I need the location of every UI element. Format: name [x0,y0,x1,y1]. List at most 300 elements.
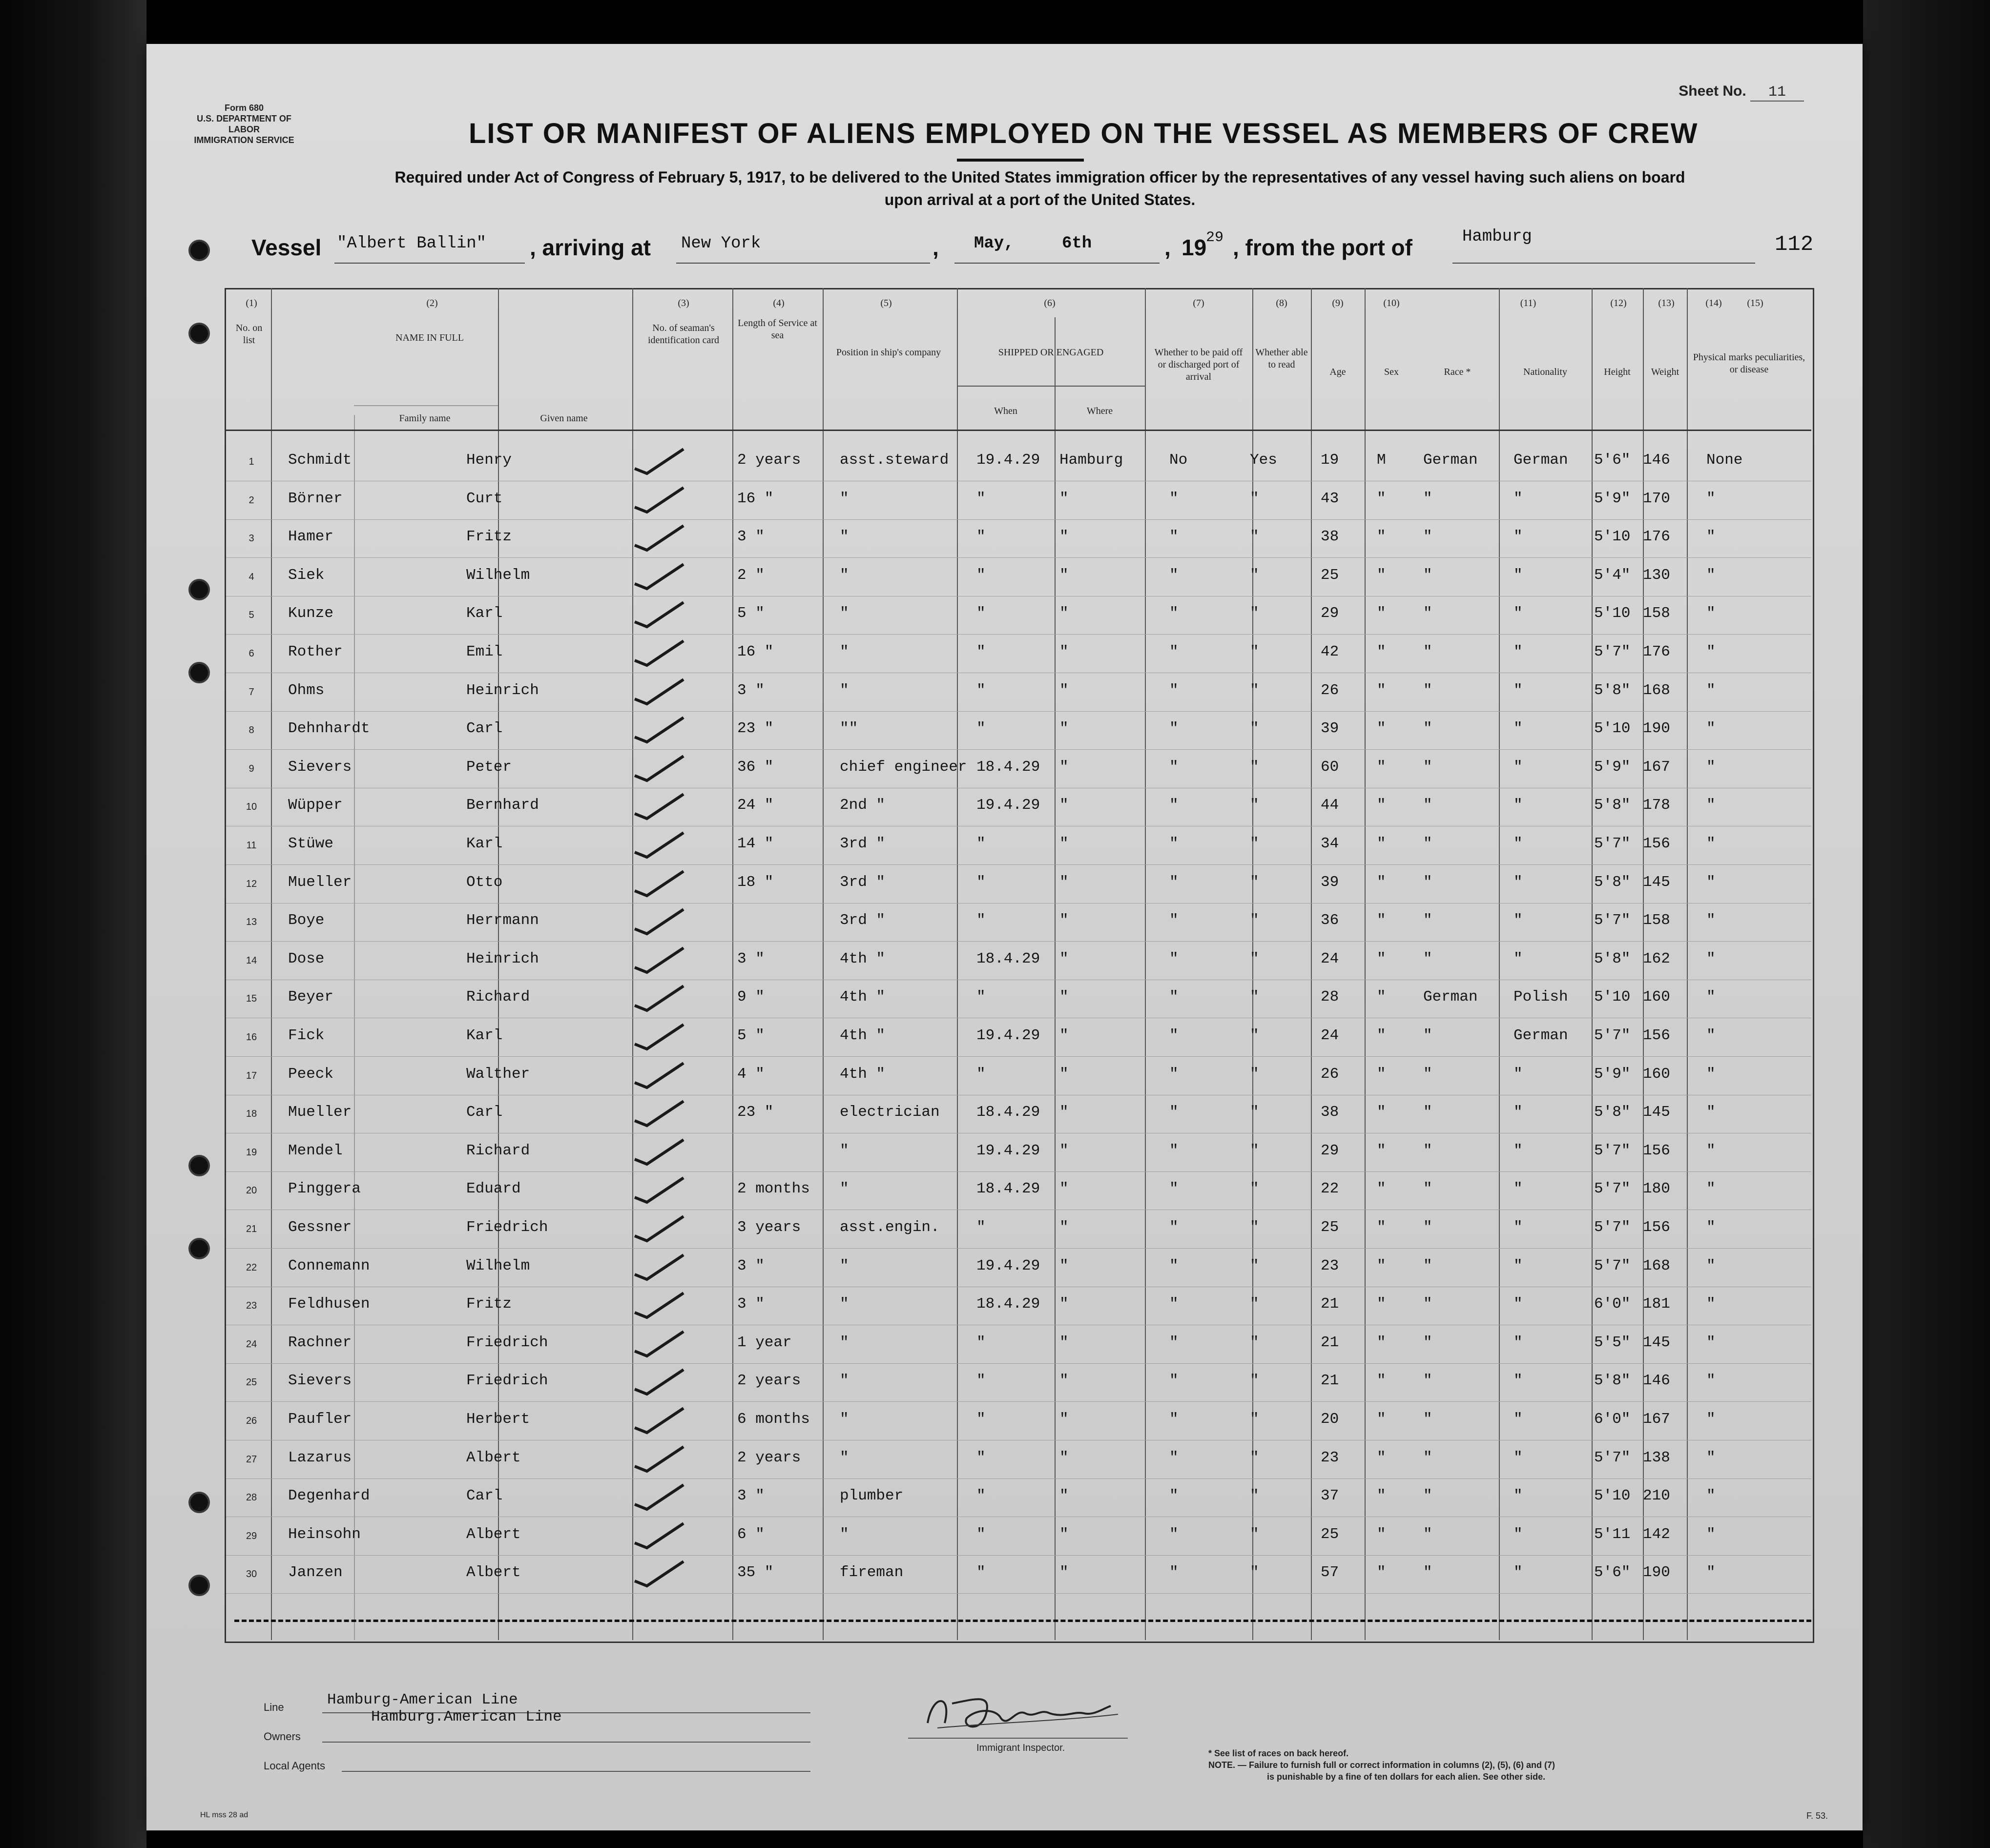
cell-nationality: " [1513,1487,1523,1505]
col-header-paid-off: Whether to be paid off or discharged port of arrival [1154,347,1243,382]
cell-family: Stüwe [288,835,334,852]
cell-race: " [1423,1449,1432,1466]
row-number: 27 [246,1454,257,1465]
owners-label: Owners [264,1730,301,1743]
cell-service: 9 " [737,988,765,1006]
row-number: 24 [246,1338,257,1350]
cell-family: Pinggera [288,1180,361,1198]
punch-hole [190,1577,208,1594]
cell-height: 6'0" [1594,1411,1631,1428]
col-1-number: (1) [246,298,257,308]
cell-race: " [1423,873,1432,891]
cell-sex: " [1377,1142,1386,1159]
cell-service: 24 " [737,797,774,814]
cell-weight: 168 [1643,1257,1670,1274]
cell-read: " [1250,1219,1259,1236]
cell-paid: " [1169,950,1179,967]
cell-position: 3rd " [840,912,886,929]
row-number: 3 [249,533,254,544]
cell-age: 19 [1321,452,1339,469]
cell-given: Peter [466,758,512,776]
cell-age: 20 [1321,1411,1339,1428]
cell-position: fireman [840,1564,904,1581]
cell-nationality: " [1513,605,1523,622]
cell-sex: " [1377,681,1386,699]
cell-family: Dehnhardt [288,720,370,738]
cell-service: 2 " [737,566,765,584]
cell-age: 26 [1321,681,1339,699]
cell-service: 6 months [737,1411,810,1428]
cell-family: Rother [288,643,343,660]
cell-family: Schmidt [288,452,352,469]
row-number: 19 [246,1147,257,1158]
cell-sex: " [1377,758,1386,776]
cell-read: " [1250,1027,1259,1044]
footnote-penalty: NOTE. — Failure to furnish full or correct information in columns (2), (5), (6) and (7) [1208,1760,1555,1770]
cell-given: Karl [466,1027,503,1044]
cell-race: " [1423,1487,1432,1505]
cell-paid: " [1169,720,1179,738]
row-number: 16 [246,1032,257,1043]
cell-weight: 167 [1643,1411,1670,1428]
department-name: U.S. DEPARTMENT OF LABOR [197,114,291,134]
cell-given: Otto [466,873,503,891]
cell-where: " [1059,1027,1069,1044]
cell-race: " [1423,1104,1432,1121]
cell-weight: 176 [1643,643,1670,660]
cell-position: 3rd " [840,835,886,852]
cell-race: " [1423,835,1432,852]
col-header-race: Race * [1444,367,1471,377]
cell-when: " [976,528,986,546]
row-rule [226,1171,1811,1172]
cell-family: Rachner [288,1334,352,1351]
cell-paid: " [1169,528,1179,546]
cell-where: " [1059,758,1069,776]
cell-age: 25 [1321,1219,1339,1236]
cell-where: " [1059,1334,1069,1351]
cell-marks: " [1706,643,1716,660]
cell-nationality: " [1513,912,1523,929]
cell-given: Fritz [466,1295,512,1313]
cell-read: " [1250,1334,1259,1351]
cell-service: 2 years [737,452,801,469]
cell-where: " [1059,1065,1069,1083]
cell-height: 5'7" [1594,1027,1631,1044]
cell-height: 5'7" [1594,1219,1631,1236]
cell-race: " [1423,528,1432,546]
cell-race: " [1423,720,1432,738]
cell-position: " [840,605,849,622]
check-mark-icon [630,907,688,936]
cell-height: 5'9" [1594,758,1631,776]
cell-nationality: " [1513,797,1523,814]
cell-when: 18.4.29 [976,1104,1040,1121]
cell-when: " [976,1411,986,1428]
cell-nationality: " [1513,950,1523,967]
cell-family: Dose [288,950,325,967]
footnote-races: * See list of races on back hereof. [1208,1748,1349,1758]
cell-service: 14 " [737,835,774,852]
cell-service: 6 " [737,1525,765,1543]
col-header-family: Family name [399,413,451,424]
cell-given: Henry [466,452,512,469]
cell-sex: " [1377,605,1386,622]
check-mark-icon [630,1521,688,1550]
cell-weight: 158 [1643,605,1670,622]
row-number: 25 [246,1377,257,1388]
cell-nationality: " [1513,1142,1523,1159]
cell-position: asst.engin. [840,1219,940,1236]
cell-when: " [976,1065,986,1083]
cell-weight: 156 [1643,1027,1670,1044]
cell-paid: " [1169,797,1179,814]
cell-age: 24 [1321,1027,1339,1044]
cell-sex: " [1377,1104,1386,1121]
cell-position: " [840,1334,849,1351]
from-port-label: , from the port of [1233,235,1412,260]
service-name: IMMIGRATION SERVICE [194,135,294,145]
cell-read: " [1250,1449,1259,1466]
cell-age: 57 [1321,1564,1339,1581]
row-number: 26 [246,1416,257,1426]
cell-sex: " [1377,490,1386,507]
cell-race: " [1423,1372,1432,1390]
sheet-number-value: 11 [1750,84,1804,102]
cell-age: 29 [1321,1142,1339,1159]
cell-race: " [1423,758,1432,776]
cell-sex: " [1377,988,1386,1006]
cell-when: " [976,1564,986,1581]
cell-age: 26 [1321,1065,1339,1083]
vessel-info-line: Vessel "Albert Ballin" , arriving at New York , May, 6th , 19 29 , from the port of Hamburg 112 [251,234,1843,273]
check-mark-icon [630,715,688,744]
cell-service: 16 " [737,643,774,660]
cell-given: Heinrich [466,681,539,699]
row-rule [226,557,1811,558]
cell-position: " [840,1295,849,1313]
scan-border-left [0,0,146,1848]
cell-where: " [1059,1525,1069,1543]
row-number: 12 [246,878,257,889]
cell-paid: " [1169,1065,1179,1083]
cell-where: " [1059,797,1069,814]
cell-where: " [1059,1449,1069,1466]
cell-sex: " [1377,528,1386,546]
cell-service: 3 " [737,1295,765,1313]
manifest-sheet [146,44,1863,1830]
cell-where: " [1059,1219,1069,1236]
form-number: Form 680 [224,103,264,113]
cell-when: " [976,566,986,584]
row-rule [226,1478,1811,1479]
check-mark-icon [630,1175,688,1205]
sheet-number [1679,83,1804,102]
check-mark-icon [630,485,688,514]
cell-nationality: " [1513,490,1523,507]
cell-family: Janzen [288,1564,343,1581]
cell-when: 19.4.29 [976,1027,1040,1044]
check-mark-icon [630,638,688,668]
cell-weight: 158 [1643,912,1670,929]
cell-height: 5'8" [1594,873,1631,891]
from-port: Hamburg [1462,227,1532,246]
cell-position: 4th " [840,950,886,967]
cell-service: 2 years [737,1449,801,1466]
cell-read: " [1250,605,1259,622]
row-rule [226,1056,1811,1057]
cell-family: Börner [288,490,343,507]
cell-sex: " [1377,1411,1386,1428]
row-rule [226,634,1811,635]
cell-nationality: " [1513,1525,1523,1543]
cell-marks: " [1706,1065,1716,1083]
cell-age: 60 [1321,758,1339,776]
cell-weight: 190 [1643,1564,1670,1581]
punch-hole [190,1240,208,1257]
cell-sex: " [1377,1027,1386,1044]
cell-marks: " [1706,835,1716,852]
row-number: 29 [246,1530,257,1541]
cell-weight: 190 [1643,720,1670,738]
cell-given: Heinrich [466,950,539,967]
footnote-penalty-cont: is punishable by a fine of ten dollars for each alien. See other side. [1267,1772,1546,1782]
cell-marks: " [1706,1180,1716,1198]
cell-height: 5'8" [1594,950,1631,967]
cell-marks: " [1706,1372,1716,1390]
cell-read: " [1250,1525,1259,1543]
cell-when: " [976,681,986,699]
cell-family: Sievers [288,1372,352,1390]
cell-when: " [976,912,986,929]
cell-marks: " [1706,1257,1716,1274]
cell-position: 3rd " [840,873,886,891]
cell-when: " [976,1219,986,1236]
cell-family: Lazarus [288,1449,352,1466]
cell-service: 1 year [737,1334,792,1351]
cell-position: " [840,528,849,546]
punch-hole [190,664,208,681]
cell-weight: 178 [1643,797,1670,814]
cell-paid: " [1169,1564,1179,1581]
cell-family: Kunze [288,605,334,622]
subtitle [278,166,1802,211]
cell-where: " [1059,643,1069,660]
row-rule [226,1593,1811,1594]
cell-marks: " [1706,1334,1716,1351]
cell-read: " [1250,1180,1259,1198]
cell-weight: 176 [1643,528,1670,546]
cell-nationality: " [1513,681,1523,699]
cell-paid: " [1169,643,1179,660]
end-of-list-line [234,1620,1811,1622]
cell-position: 4th " [840,1027,886,1044]
col-header-sex: Sex [1384,367,1399,377]
cell-nationality: " [1513,1065,1523,1083]
cell-service: 2 years [737,1372,801,1390]
punch-hole [190,581,208,598]
cell-given: Richard [466,988,530,1006]
cell-height: 5'7" [1594,1142,1631,1159]
punch-hole [190,1157,208,1174]
row-rule [226,711,1811,712]
cell-position: " [840,1180,849,1198]
cell-sex: " [1377,643,1386,660]
cell-given: Carl [466,1487,503,1505]
cell-marks: " [1706,1104,1716,1121]
cell-family: Mendel [288,1142,343,1159]
cell-sex: " [1377,912,1386,929]
cell-age: 21 [1321,1334,1339,1351]
row-rule [226,1363,1811,1364]
cell-nationality: " [1513,835,1523,852]
cell-position: " [840,1411,849,1428]
row-number: 4 [249,571,254,582]
cell-where: " [1059,912,1069,929]
cell-when: " [976,1525,986,1543]
cell-service: 5 " [737,605,765,622]
cell-family: Sievers [288,758,352,776]
cell-weight: 160 [1643,988,1670,1006]
cell-where: " [1059,1564,1069,1581]
cell-marks: " [1706,797,1716,814]
cell-where: " [1059,681,1069,699]
subtitle-line-2: upon arrival at a port of the United States. [884,191,1196,208]
cell-when: " [976,720,986,738]
cell-family: Hamer [288,528,334,546]
check-mark-icon [630,1253,688,1282]
cell-race: " [1423,1525,1432,1543]
row-number: 13 [246,917,257,928]
punch-hole [190,1494,208,1511]
cell-where: " [1059,988,1069,1006]
cell-sex: " [1377,1065,1386,1083]
cell-given: Albert [466,1449,521,1466]
cell-where: " [1059,950,1069,967]
cell-marks: " [1706,1027,1716,1044]
print-code: HL mss 28 ad [200,1811,249,1819]
row-number: 30 [246,1569,257,1580]
cell-age: 38 [1321,528,1339,546]
cell-weight: 210 [1643,1487,1670,1505]
cell-marks: None [1706,452,1743,469]
cell-paid: " [1169,1257,1179,1274]
cell-read: " [1250,1065,1259,1083]
cell-position: " [840,1525,849,1543]
cell-age: 39 [1321,873,1339,891]
cell-marks: " [1706,605,1716,622]
cell-weight: 146 [1643,452,1670,469]
cell-marks: " [1706,490,1716,507]
cell-when: " [976,1334,986,1351]
cell-paid: " [1169,873,1179,891]
cell-marks: " [1706,912,1716,929]
punch-hole [190,325,208,342]
cell-when: " [976,643,986,660]
cell-weight: 145 [1643,1104,1670,1121]
row-rule [226,749,1811,750]
owners-value: Hamburg.American Line [371,1708,562,1725]
cell-position: asst.steward [840,452,949,469]
cell-given: Friedrich [466,1372,548,1390]
check-mark-icon [630,869,688,898]
col-header-read: Whether able to read [1255,347,1308,370]
cell-service: 4 " [737,1065,765,1083]
cell-age: 38 [1321,1104,1339,1121]
cell-read: " [1250,950,1259,967]
cell-height: 5'6" [1594,452,1631,469]
footnotes [1208,1747,1745,1783]
cell-given: Carl [466,1104,503,1121]
arrival-month: May, [974,234,1014,253]
cell-position: " [840,681,849,699]
cell-sex: " [1377,1180,1386,1198]
cell-paid: " [1169,490,1179,507]
cell-nationality: German [1513,452,1568,469]
cell-given: Wilhelm [466,1257,530,1274]
cell-height: 6'0" [1594,1295,1631,1313]
cell-sex: " [1377,1564,1386,1581]
cell-family: Mueller [288,1104,352,1121]
row-rule [226,1555,1811,1556]
cell-sex: M [1377,452,1386,469]
cell-paid: " [1169,835,1179,852]
cell-sex: " [1377,720,1386,738]
cell-paid: " [1169,988,1179,1006]
cell-sex: " [1377,566,1386,584]
cell-race: " [1423,1027,1432,1044]
col-header-no: No. on list [235,323,263,346]
row-number: 23 [246,1300,257,1312]
cell-given: Friedrich [466,1219,548,1236]
cell-family: Heinsohn [288,1525,361,1543]
cell-sex: " [1377,1372,1386,1390]
cell-paid: " [1169,605,1179,622]
col-3-number: (3) [678,298,689,308]
check-mark-icon [630,1367,688,1396]
col-10-number: (10) [1383,298,1400,308]
cell-age: 24 [1321,950,1339,967]
cell-read: " [1250,566,1259,584]
cell-position: plumber [840,1487,904,1505]
cell-where: " [1059,1372,1069,1390]
cell-position: " [840,1257,849,1274]
cell-where: " [1059,1104,1069,1121]
check-mark-icon [630,1482,688,1512]
cell-race: " [1423,490,1432,507]
cell-weight: 145 [1643,1334,1670,1351]
row-rule [226,941,1811,942]
local-agents-label: Local Agents [264,1760,325,1772]
cell-nationality: " [1513,643,1523,660]
form-code: F. 53. [1806,1811,1828,1821]
cell-paid: " [1169,1295,1179,1313]
cell-nationality: " [1513,720,1523,738]
cell-height: 5'7" [1594,912,1631,929]
cell-position: " [840,566,849,584]
cell-where: " [1059,1257,1069,1274]
col-header-height: Height [1604,367,1631,377]
cell-service: 16 " [737,490,774,507]
col-header-id-card: No. of seaman's identification card [647,323,720,346]
row-number: 5 [249,610,254,621]
cell-race: " [1423,566,1432,584]
cell-read: " [1250,758,1259,776]
cell-weight: 170 [1643,490,1670,507]
arrival-day: 6th [1062,234,1092,253]
cell-given: Karl [466,835,503,852]
cell-marks: " [1706,988,1716,1006]
